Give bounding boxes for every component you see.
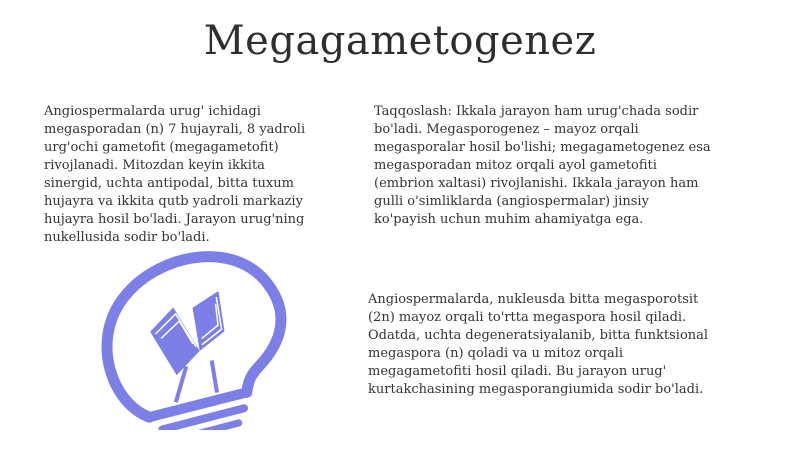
- text-block-right-top: Taqqoslash: Ikkala jarayon ham urug'chada sodir bo'ladi. Megasporogenez – mayoz orqali megasporalar hosil bo'lishi; megagametogenez esa megasporadan mitoz orqali ayol gametofiti (embrion xaltasi) rivojlanishi. Ikkala jarayon ham gulli o'simliklarda (angiospermalar) jinsiy ko'payish uchun muhim ahamiyatga ega.: [374, 104, 711, 227]
- lightbulb-book-icon: [85, 245, 315, 430]
- slide-title: Megagametogenez: [203, 18, 597, 64]
- text-block-left: Angiospermalarda urug' ichidagi megasporadan (n) 7 hujayrali, 8 yadroli urg'ochi gametofit (megagametofit) rivojlanadi. Mitozdan keyin ikkita sinergid, uchta antipodal, bitta tuxum hujayra va ikkita qutb yadroli markaziy hujayra hosil bo'ladi. Jarayon urug'ning nukellusida sodir bo'ladi.: [44, 104, 306, 245]
- text-block-right-bottom: Angiospermalarda, nukleusda bitta megasporotsit (2n) mayoz orqali to'rtta megaspora hosil qiladi. Odatda, uchta degeneratsiyalanib, bitta funktsional megaspora (n) qoladi va u mitoz orqali megagametofiti hosil qiladi. Bu jarayon urug' kurtakchasining megasporangiumida sodir bo'ladi.: [368, 292, 709, 397]
